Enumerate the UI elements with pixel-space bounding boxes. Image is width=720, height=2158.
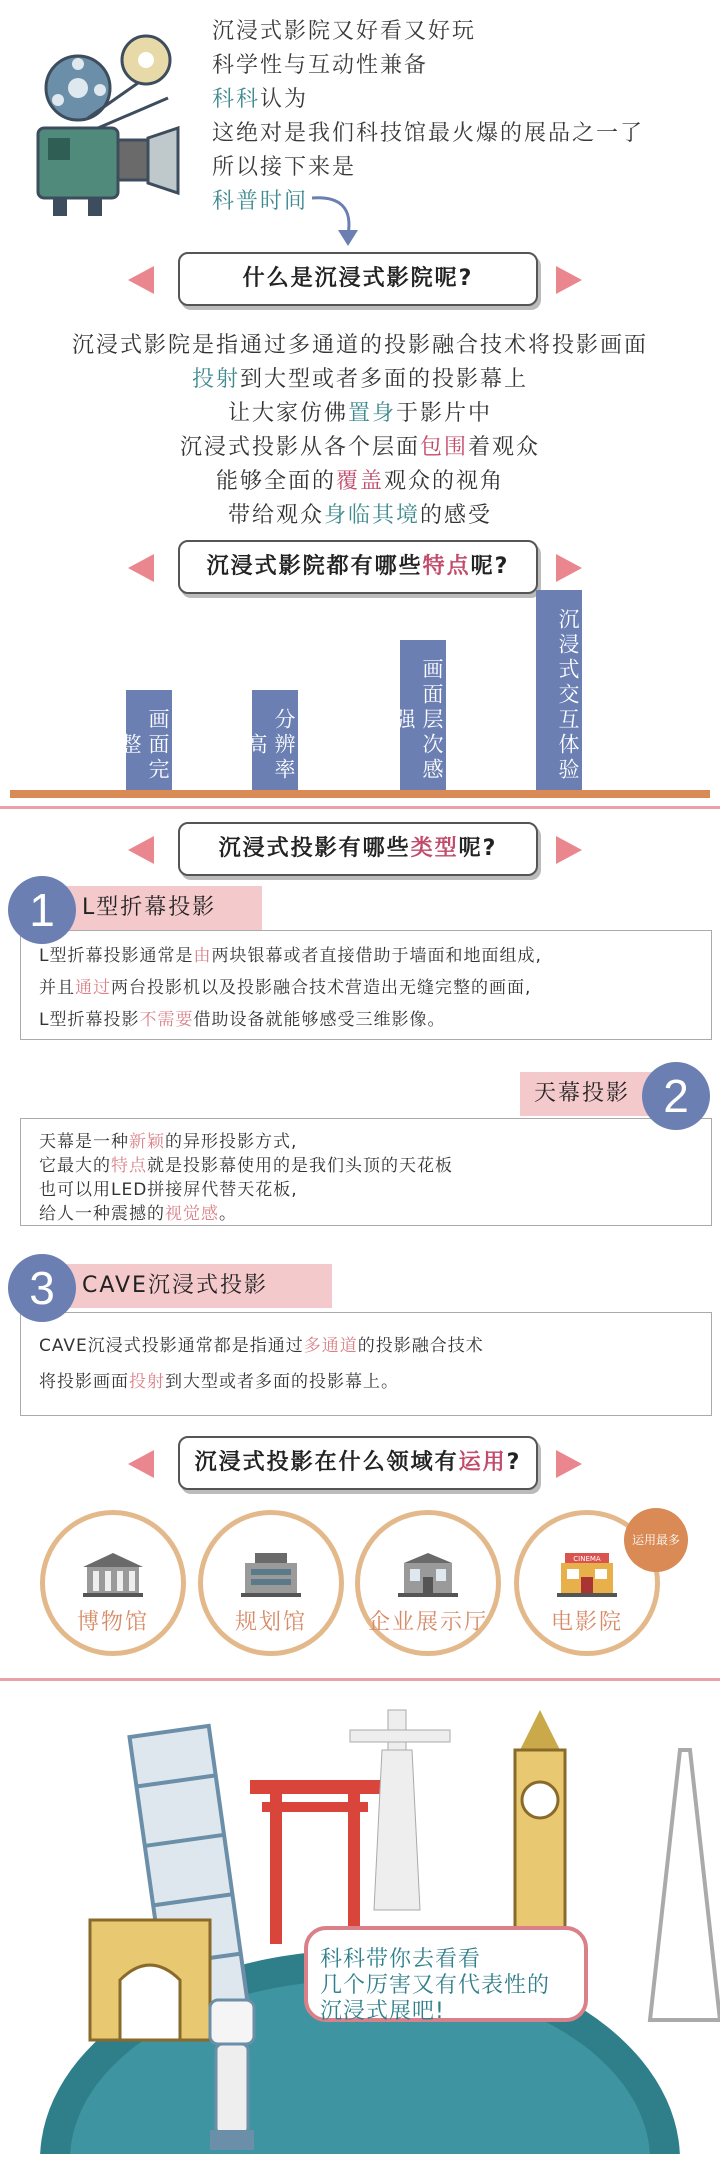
type-3-description xyxy=(20,1312,712,1416)
eiffel-tower-icon xyxy=(650,1750,720,2020)
type-3-line: 将投影画面投射到大型或者多面的投影幕上。 xyxy=(39,1372,399,1392)
type-2-line: 也可以用LED拼接屏代替天花板, xyxy=(39,1180,298,1200)
banner-left-arrow-icon xyxy=(128,1450,154,1478)
closing-line-2: 几个厉害又有代表性的 xyxy=(320,1973,551,1998)
banner-right-arrow-icon xyxy=(556,266,582,294)
robot-mascot-icon xyxy=(210,2000,254,2150)
feature-bar: 画面层次感强 xyxy=(400,640,446,790)
desc-line: 让大家仿佛置身于影片中 xyxy=(227,401,493,426)
desc-line: 能够全面的覆盖观众的视角 xyxy=(215,469,505,494)
desc-line: 沉浸式影院是指通过多通道的投影融合技术将投影画面 xyxy=(71,333,648,358)
type-1-line: 并且通过两台投影机以及投影融合技术营造出无缝完整的画面, xyxy=(39,978,532,998)
type-3-title: CAVE沉浸式投影 xyxy=(62,1264,332,1308)
type-1-title: L型折幕投影 xyxy=(62,886,262,930)
type-1-description xyxy=(20,930,712,1040)
feature-bar: 画面完整 xyxy=(126,690,172,790)
feature-bar: 分辨率高 xyxy=(252,690,298,790)
type-2-line: 它最大的特点就是投影幕使用的是我们头顶的天花板 xyxy=(39,1156,453,1176)
section-divider xyxy=(0,1678,720,1681)
intro-line-3 xyxy=(212,82,308,113)
field-museum xyxy=(40,1510,186,1656)
field-label: 博物馆 xyxy=(76,1610,149,1635)
closing-line-1: 科科带你去看看 xyxy=(320,1947,482,1972)
type-1-number: 1 xyxy=(8,876,76,944)
projector-illustration xyxy=(28,28,188,223)
type-3-number: 3 xyxy=(8,1254,76,1322)
torii-gate-icon xyxy=(250,1780,380,1944)
section-title: 什么是沉浸式影院呢? xyxy=(178,252,538,306)
type-2-number: 2 xyxy=(642,1062,710,1130)
section-title: 沉浸式投影有哪些类型呢? xyxy=(178,822,538,876)
section-title: 沉浸式影院都有哪些特点呢? xyxy=(178,540,538,594)
landmarks-illustration xyxy=(0,1690,720,2154)
intro-line-6: 科普时间 xyxy=(212,189,309,214)
desc-line: 投射到大型或者多面的投影幕上 xyxy=(191,367,529,392)
most-used-badge: 运用最多 xyxy=(624,1508,688,1572)
banner-right-arrow-icon xyxy=(556,1450,582,1478)
museum-icon xyxy=(83,1553,143,1597)
features-bar-chart xyxy=(0,588,720,798)
intro-line-4: 这绝对是我们科技馆最火爆的展品之一了 xyxy=(212,121,645,146)
banner-right-arrow-icon xyxy=(556,554,582,582)
desc-line: 沉浸式投影从各个层面包围着观众 xyxy=(179,435,541,460)
cinema-icon xyxy=(557,1553,617,1597)
type-1-line: L型折幕投影通常是由两块银幕或者直接借助于墙面和地面组成, xyxy=(39,946,542,966)
exhibition-hall-icon xyxy=(398,1553,458,1597)
type-2-line: 给人一种震撼的视觉感。 xyxy=(39,1204,237,1224)
chart-baseline xyxy=(10,790,710,798)
field-label: 电影院 xyxy=(550,1610,623,1635)
section-banner-types xyxy=(0,822,720,878)
field-label: 规划馆 xyxy=(234,1610,307,1635)
field-exhibition-hall xyxy=(355,1510,501,1656)
intro-line-1: 沉浸式影院又好看又好玩 xyxy=(212,19,477,44)
desc-line: 带给观众身临其境的感受 xyxy=(227,503,493,528)
curved-arrow-icon xyxy=(310,190,370,250)
section-title: 沉浸式投影在什么领域有运用? xyxy=(178,1436,538,1490)
intro-line-3-rest: 认为 xyxy=(260,87,309,112)
intro-line-5: 所以接下来是 xyxy=(212,155,357,180)
closing-line-3: 沉浸式展吧! xyxy=(320,1999,445,2024)
banner-left-arrow-icon xyxy=(128,266,154,294)
cinema-sign: CINEMA xyxy=(573,1555,601,1563)
intro-line-2: 科学性与互动性兼备 xyxy=(212,53,429,78)
type-2-line: 天幕是一种新颖的异形投影方式, xyxy=(39,1132,298,1152)
section-banner-what-is xyxy=(0,252,720,308)
banner-left-arrow-icon xyxy=(128,554,154,582)
name-keke: 科科 xyxy=(212,87,261,112)
banner-left-arrow-icon xyxy=(128,836,154,864)
planning-hall-icon xyxy=(241,1553,301,1597)
type-1-line: L型折幕投影不需要借助设备就能够感受三维影像。 xyxy=(39,1010,446,1030)
section-banner-applications xyxy=(0,1436,720,1492)
banner-right-arrow-icon xyxy=(556,836,582,864)
section-divider xyxy=(0,806,720,809)
feature-bar: 沉浸式交互体验 xyxy=(536,590,582,790)
type-2-description xyxy=(20,1118,712,1226)
type-2-title: 天幕投影 xyxy=(520,1072,664,1116)
type-3-line: CAVE沉浸式投影通常都是指通过多通道的投影融合技术 xyxy=(39,1336,484,1356)
field-planning-hall xyxy=(198,1510,344,1656)
arch-icon xyxy=(90,1920,210,2040)
field-label: 企业展示厅 xyxy=(367,1610,488,1635)
